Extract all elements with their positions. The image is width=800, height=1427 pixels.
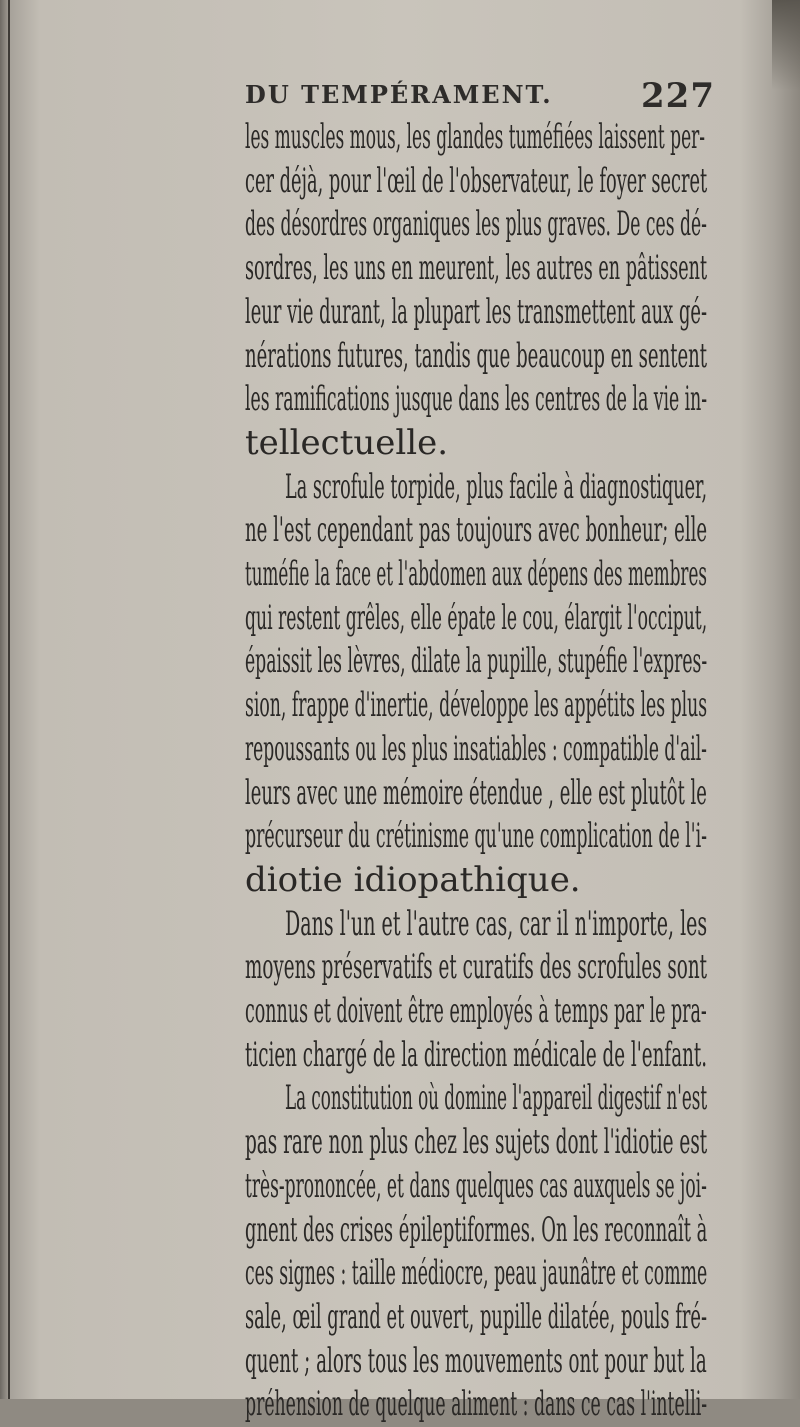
text-line: La constitution où domine l'appareil digestif n'est: [285, 1078, 708, 1119]
text-line: ne l'est cependant pas toujours avec bonheur; elle: [245, 510, 708, 551]
text-line: précurseur du crétinisme qu'une complication de l'i-: [245, 816, 707, 857]
text-line: leur vie durant, la plupart les transmettent aux gé-: [245, 291, 708, 332]
text-line: pas rare non plus chez les sujets dont l'idiotie est: [245, 1122, 708, 1163]
text-line: tuméfie la face et l'abdomen aux dépens des membres: [245, 554, 707, 594]
text-line: très-prononcée, et dans quelques cas auxquels se joi-: [245, 1165, 707, 1206]
running-title: DU TEMPÉRAMENT.: [245, 80, 553, 109]
page-number: 227: [641, 76, 715, 116]
text-line: nérations futures, tandis que beaucoup en sentent: [245, 335, 708, 376]
text-line: qui restent grêles, elle épate le cou, élargit l'occiput,: [245, 597, 708, 638]
text-line: La scrofule torpide, plus facile à diagnostiquer,: [285, 466, 708, 507]
text-line: épaissit les lèvres, dilate la pupille, stupéfie l'expres-: [245, 641, 708, 682]
text-line: des désordres organiques les plus graves. De ces dé-: [245, 204, 707, 245]
text-line: quent ; alors tous les mouvements ont pour but la: [245, 1340, 707, 1381]
text-line: les ramifications jusque dans les centres de la vie in-: [245, 379, 708, 420]
text-line: préhension de quelque aliment : dans ce cas l'intelli-: [245, 1384, 708, 1425]
text-line: leurs avec une mémoire étendue , elle est plutôt le: [245, 772, 707, 813]
text-line: ces signes : taille médiocre, peau jaunâtre et comme: [245, 1253, 708, 1294]
text-line: ticien chargé de la direction médicale de l'enfant.: [245, 1034, 708, 1075]
text-line: sordres, les uns en meurent, les autres en pâtissent: [245, 248, 708, 289]
text-line: connus et doivent être employés à temps par le pra-: [245, 991, 707, 1031]
text-line: gnent des crises épileptiformes. On les reconnaît à: [245, 1209, 708, 1250]
text-line: moyens préservatifs et curatifs des scrofules sont: [245, 947, 708, 988]
text-line: repoussants ou les plus insatiables : compatible d'ail-: [245, 728, 707, 769]
text-line: les muscles mous, les glandes tuméfiées laissent per-: [245, 117, 706, 157]
text-line: sale, œil grand et ouvert, pupille dilatée, pouls fré-: [245, 1296, 708, 1337]
text-line: diotie idiopathique.: [245, 859, 581, 900]
text-line: cer déjà, pour l'œil de l'observateur, le foyer secret: [245, 160, 708, 201]
text-line: sion, frappe d'inertie, développe les appétits les plus: [245, 685, 708, 726]
text-line: Dans l'un et l'autre cas, car il n'importe, les: [285, 903, 708, 944]
text-line: tellectuelle.: [245, 422, 449, 463]
